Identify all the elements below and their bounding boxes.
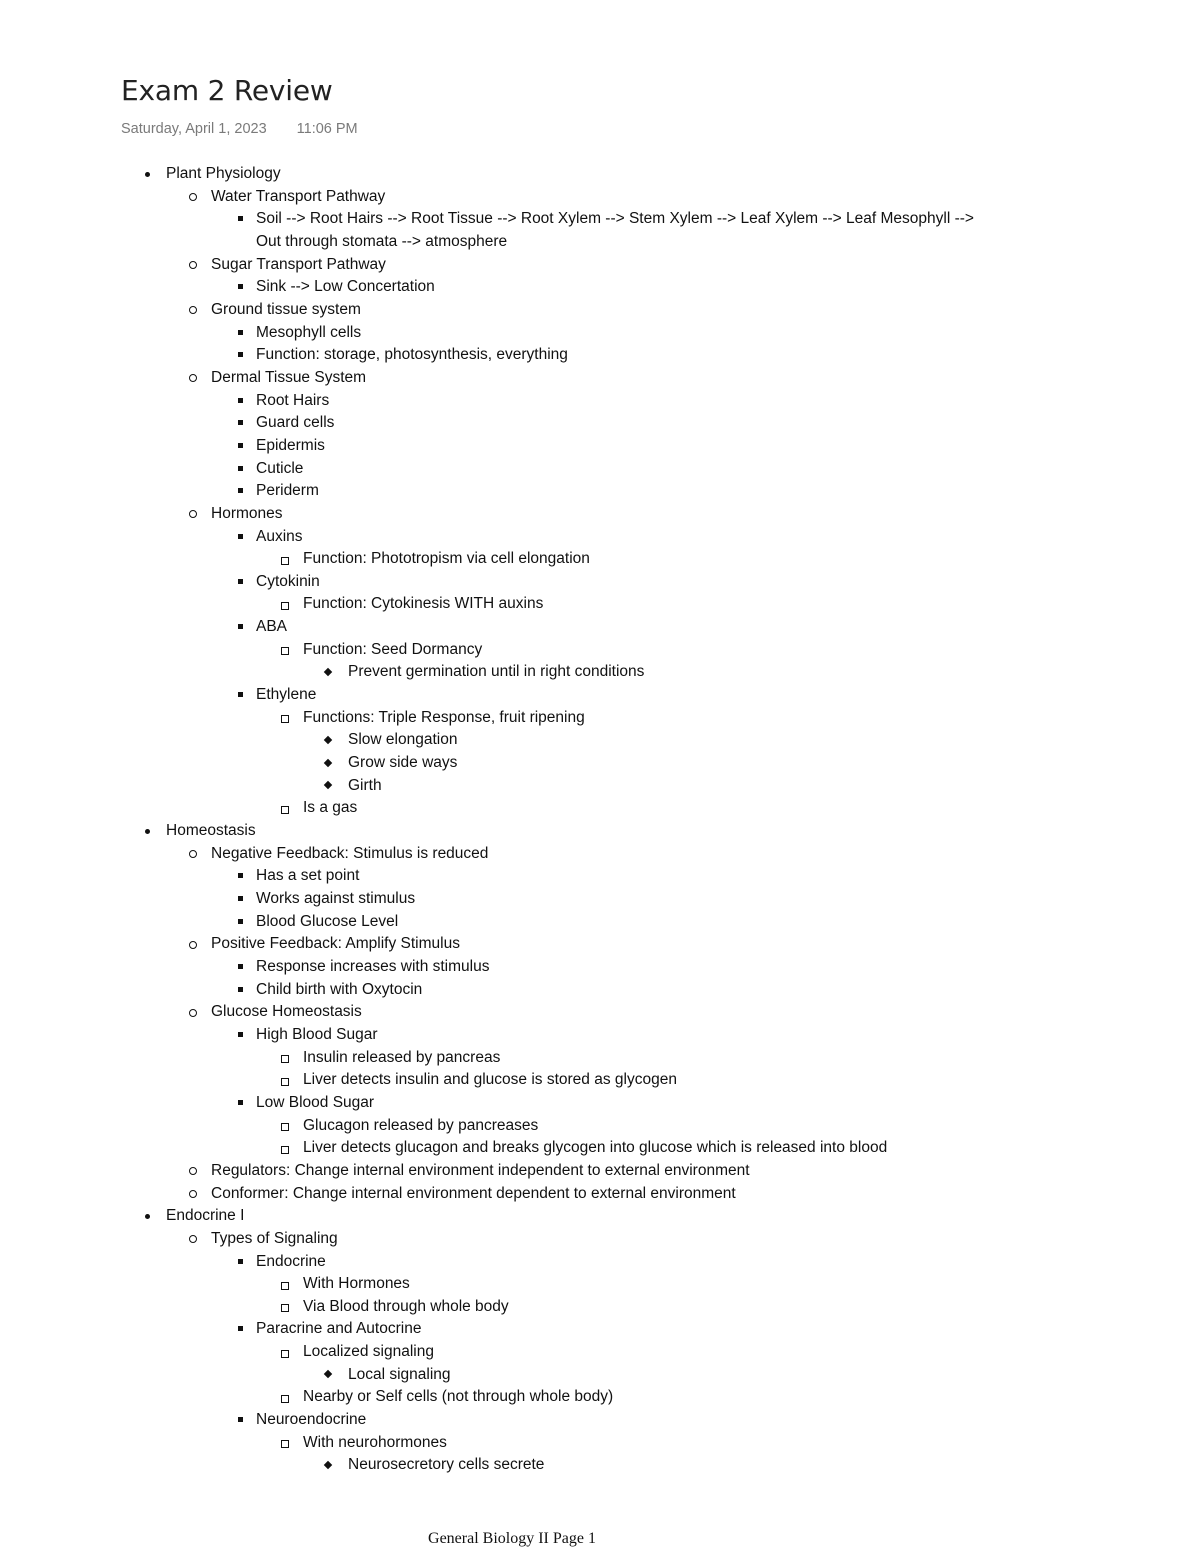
outline-item-text: With neurohormones (303, 1433, 447, 1451)
outline-item-text: Glucagon released by pancreases (303, 1116, 539, 1134)
outline-item-text: Cuticle (256, 459, 304, 477)
outline-item-level-3 (0, 231, 1200, 254)
page-footer: General Biology II Page 1 (428, 1530, 596, 1547)
outline-item-level-4 (0, 1047, 1200, 1070)
outline-item-text: Liver detects glucagon and breaks glycogen into glucose which is released into blood (303, 1139, 888, 1157)
outline-item-text: Works against stimulus (256, 890, 416, 907)
outline-item-text: Liver detects insulin and glucose is stored as glycogen (303, 1071, 677, 1089)
outline-item-text: Negative Feedback: Stimulus is reduced (211, 844, 489, 862)
outline-item-text: Has a set point (256, 867, 360, 885)
outline-item-text: Dermal Tissue System (211, 368, 367, 386)
outline-item-text: Endocrine I (166, 1207, 245, 1225)
outline-item-text: Neurosecretory cells secrete (348, 1456, 545, 1474)
outline-item-text: Root Hairs (256, 391, 330, 409)
outline-item-text: With Hormones (303, 1275, 410, 1293)
outline-item-level-3 (0, 888, 1200, 911)
outline-item-level-3 (0, 412, 1200, 435)
outline-item-text: Via Blood through whole body (303, 1297, 509, 1315)
outline-item-text: Grow side ways (348, 754, 458, 772)
outline-item-level-5 (0, 1454, 1200, 1477)
outline-item-text: Epidermis (256, 436, 325, 454)
outline-item-text: Homeostasis (166, 822, 256, 840)
outline-item-level-1 (0, 1205, 1200, 1228)
outline-item-text: Functions: Triple Response, fruit ripening (303, 708, 585, 726)
outline-item-level-2 (0, 1228, 1200, 1251)
outline-item-text: Nearby or Self cells (not through whole body) (303, 1388, 614, 1406)
outline-item-level-4 (0, 1341, 1200, 1364)
outline-item-text: Blood Glucose Level (256, 912, 399, 930)
outline-item-text: Hormones (211, 504, 283, 522)
outline-item-text: Prevent germination until in right conditions (348, 663, 645, 681)
outline-item-level-4 (0, 639, 1200, 662)
outline-item-text: Water Transport Pathway (211, 187, 386, 205)
outline-item-level-3 (0, 344, 1200, 367)
outline-item-text: Sugar Transport Pathway (211, 255, 386, 273)
outline-item-level-3 (0, 571, 1200, 594)
outline-item-level-4 (0, 707, 1200, 730)
outline-item-text: Slow elongation (348, 731, 458, 749)
outline-item-text: Endocrine (256, 1252, 326, 1270)
outline-item-text: Insulin released by pancreas (303, 1048, 501, 1066)
outline-item-level-2 (0, 503, 1200, 526)
outline-item-text: Girth (348, 776, 382, 794)
outline-item-level-3 (0, 322, 1200, 345)
outline-item-level-3 (0, 911, 1200, 934)
outline-item-text: Auxins (256, 527, 303, 545)
outline-item-level-5 (0, 661, 1200, 684)
page-title: Exam 2 Review (121, 74, 333, 107)
outline-item-level-3 (0, 1251, 1200, 1274)
outline-item-level-3 (0, 526, 1200, 549)
outline-item-level-4 (0, 1296, 1200, 1319)
outline-item-level-3 (0, 865, 1200, 888)
outline-item-text: Paracrine and Autocrine (256, 1320, 422, 1338)
outline-item-level-2 (0, 299, 1200, 322)
outline-item-text: Localized signaling (303, 1343, 434, 1361)
outline-item-level-2 (0, 186, 1200, 209)
outline-item-level-5 (0, 775, 1200, 798)
outline-item-text: Response increases with stimulus (256, 957, 490, 975)
outline-item-level-3 (0, 208, 1200, 231)
page-time: 11:06 PM (296, 121, 358, 137)
outline-item-level-3 (0, 276, 1200, 299)
outline-item-text: Mesophyll cells (256, 323, 362, 341)
outline-item-text: High Blood Sugar (256, 1025, 378, 1043)
outline-item-text: Ethylene (256, 686, 317, 704)
outline-item-level-3 (0, 684, 1200, 707)
page-timestamp (121, 119, 358, 139)
outline-item-level-4 (0, 548, 1200, 571)
outline-item-level-3 (0, 435, 1200, 458)
outline-item-text: Cytokinin (256, 572, 320, 590)
outline-item-level-2 (0, 254, 1200, 277)
outline-item-level-4 (0, 1115, 1200, 1138)
outline-item-level-3 (0, 1318, 1200, 1341)
outline-item-level-3 (0, 1409, 1200, 1432)
outline-item-text: Function: Seed Dormancy (303, 640, 483, 658)
outline-item-level-2 (0, 1001, 1200, 1024)
page-date: Saturday, April 1, 2023 (121, 121, 267, 137)
outline-item-text: Conformer: Change internal environment dependent to external environment (211, 1184, 736, 1202)
outline-item-level-4 (0, 1273, 1200, 1296)
outline-item-level-3 (0, 458, 1200, 481)
outline-item-level-2 (0, 933, 1200, 956)
outline-item-text: Function: storage, photosynthesis, everything (256, 346, 568, 364)
outline-item-level-5 (0, 729, 1200, 752)
outline-item-text: ABA (256, 618, 288, 636)
outline-item-level-4 (0, 593, 1200, 616)
outline-item-text: Periderm (256, 482, 319, 500)
outline-item-level-2 (0, 1183, 1200, 1206)
outline-item-level-4 (0, 797, 1200, 820)
outline-item-text: Neuroendocrine (256, 1411, 367, 1429)
outline-item-level-3 (0, 616, 1200, 639)
outline-item-level-2 (0, 367, 1200, 390)
outline-item-level-4 (0, 1432, 1200, 1455)
outline-item-level-3 (0, 480, 1200, 503)
outline-item-level-1 (0, 163, 1200, 186)
outline-item-text: Plant Physiology (166, 165, 281, 182)
outline-item-text: Glucose Homeostasis (211, 1003, 362, 1021)
outline-item-level-2 (0, 843, 1200, 866)
outline-item-text: Ground tissue system (211, 300, 361, 318)
outline-item-level-5 (0, 1364, 1200, 1387)
outline-item-level-4 (0, 1069, 1200, 1092)
outline-item-text: Soil --> Root Hairs --> Root Tissue --> Root Xylem --> Stem Xylem --> Leaf Xylem --> Leaf Mesophyll --> (256, 210, 974, 228)
outline-item-text: Out through stomata --> atmosphere (256, 232, 508, 250)
outline-item-text: Low Blood Sugar (256, 1093, 375, 1111)
outline-item-text: Is a gas (303, 799, 358, 817)
outline-item-text: Guard cells (256, 414, 335, 432)
outline-item-text: Regulators: Change internal environment independent to external environment (211, 1161, 750, 1179)
notes-outline (0, 163, 1200, 1477)
outline-item-level-3 (0, 1092, 1200, 1115)
outline-item-level-3 (0, 956, 1200, 979)
outline-item-level-3 (0, 390, 1200, 413)
outline-item-text: Function: Phototropism via cell elongation (303, 550, 590, 568)
outline-item-text: Local signaling (348, 1365, 451, 1383)
outline-item-level-4 (0, 1137, 1200, 1160)
outline-item-level-2 (0, 1160, 1200, 1183)
outline-item-level-3 (0, 979, 1200, 1002)
outline-item-text: Sink --> Low Concertation (256, 278, 435, 296)
outline-item-level-4 (0, 1386, 1200, 1409)
outline-item-text: Positive Feedback: Amplify Stimulus (211, 935, 460, 953)
outline-item-level-3 (0, 1024, 1200, 1047)
outline-item-level-1 (0, 820, 1200, 843)
outline-item-text: Function: Cytokinesis WITH auxins (303, 595, 544, 613)
outline-item-text: Child birth with Oxytocin (256, 980, 423, 998)
outline-item-text: Types of Signaling (211, 1229, 338, 1247)
outline-item-level-5 (0, 752, 1200, 775)
